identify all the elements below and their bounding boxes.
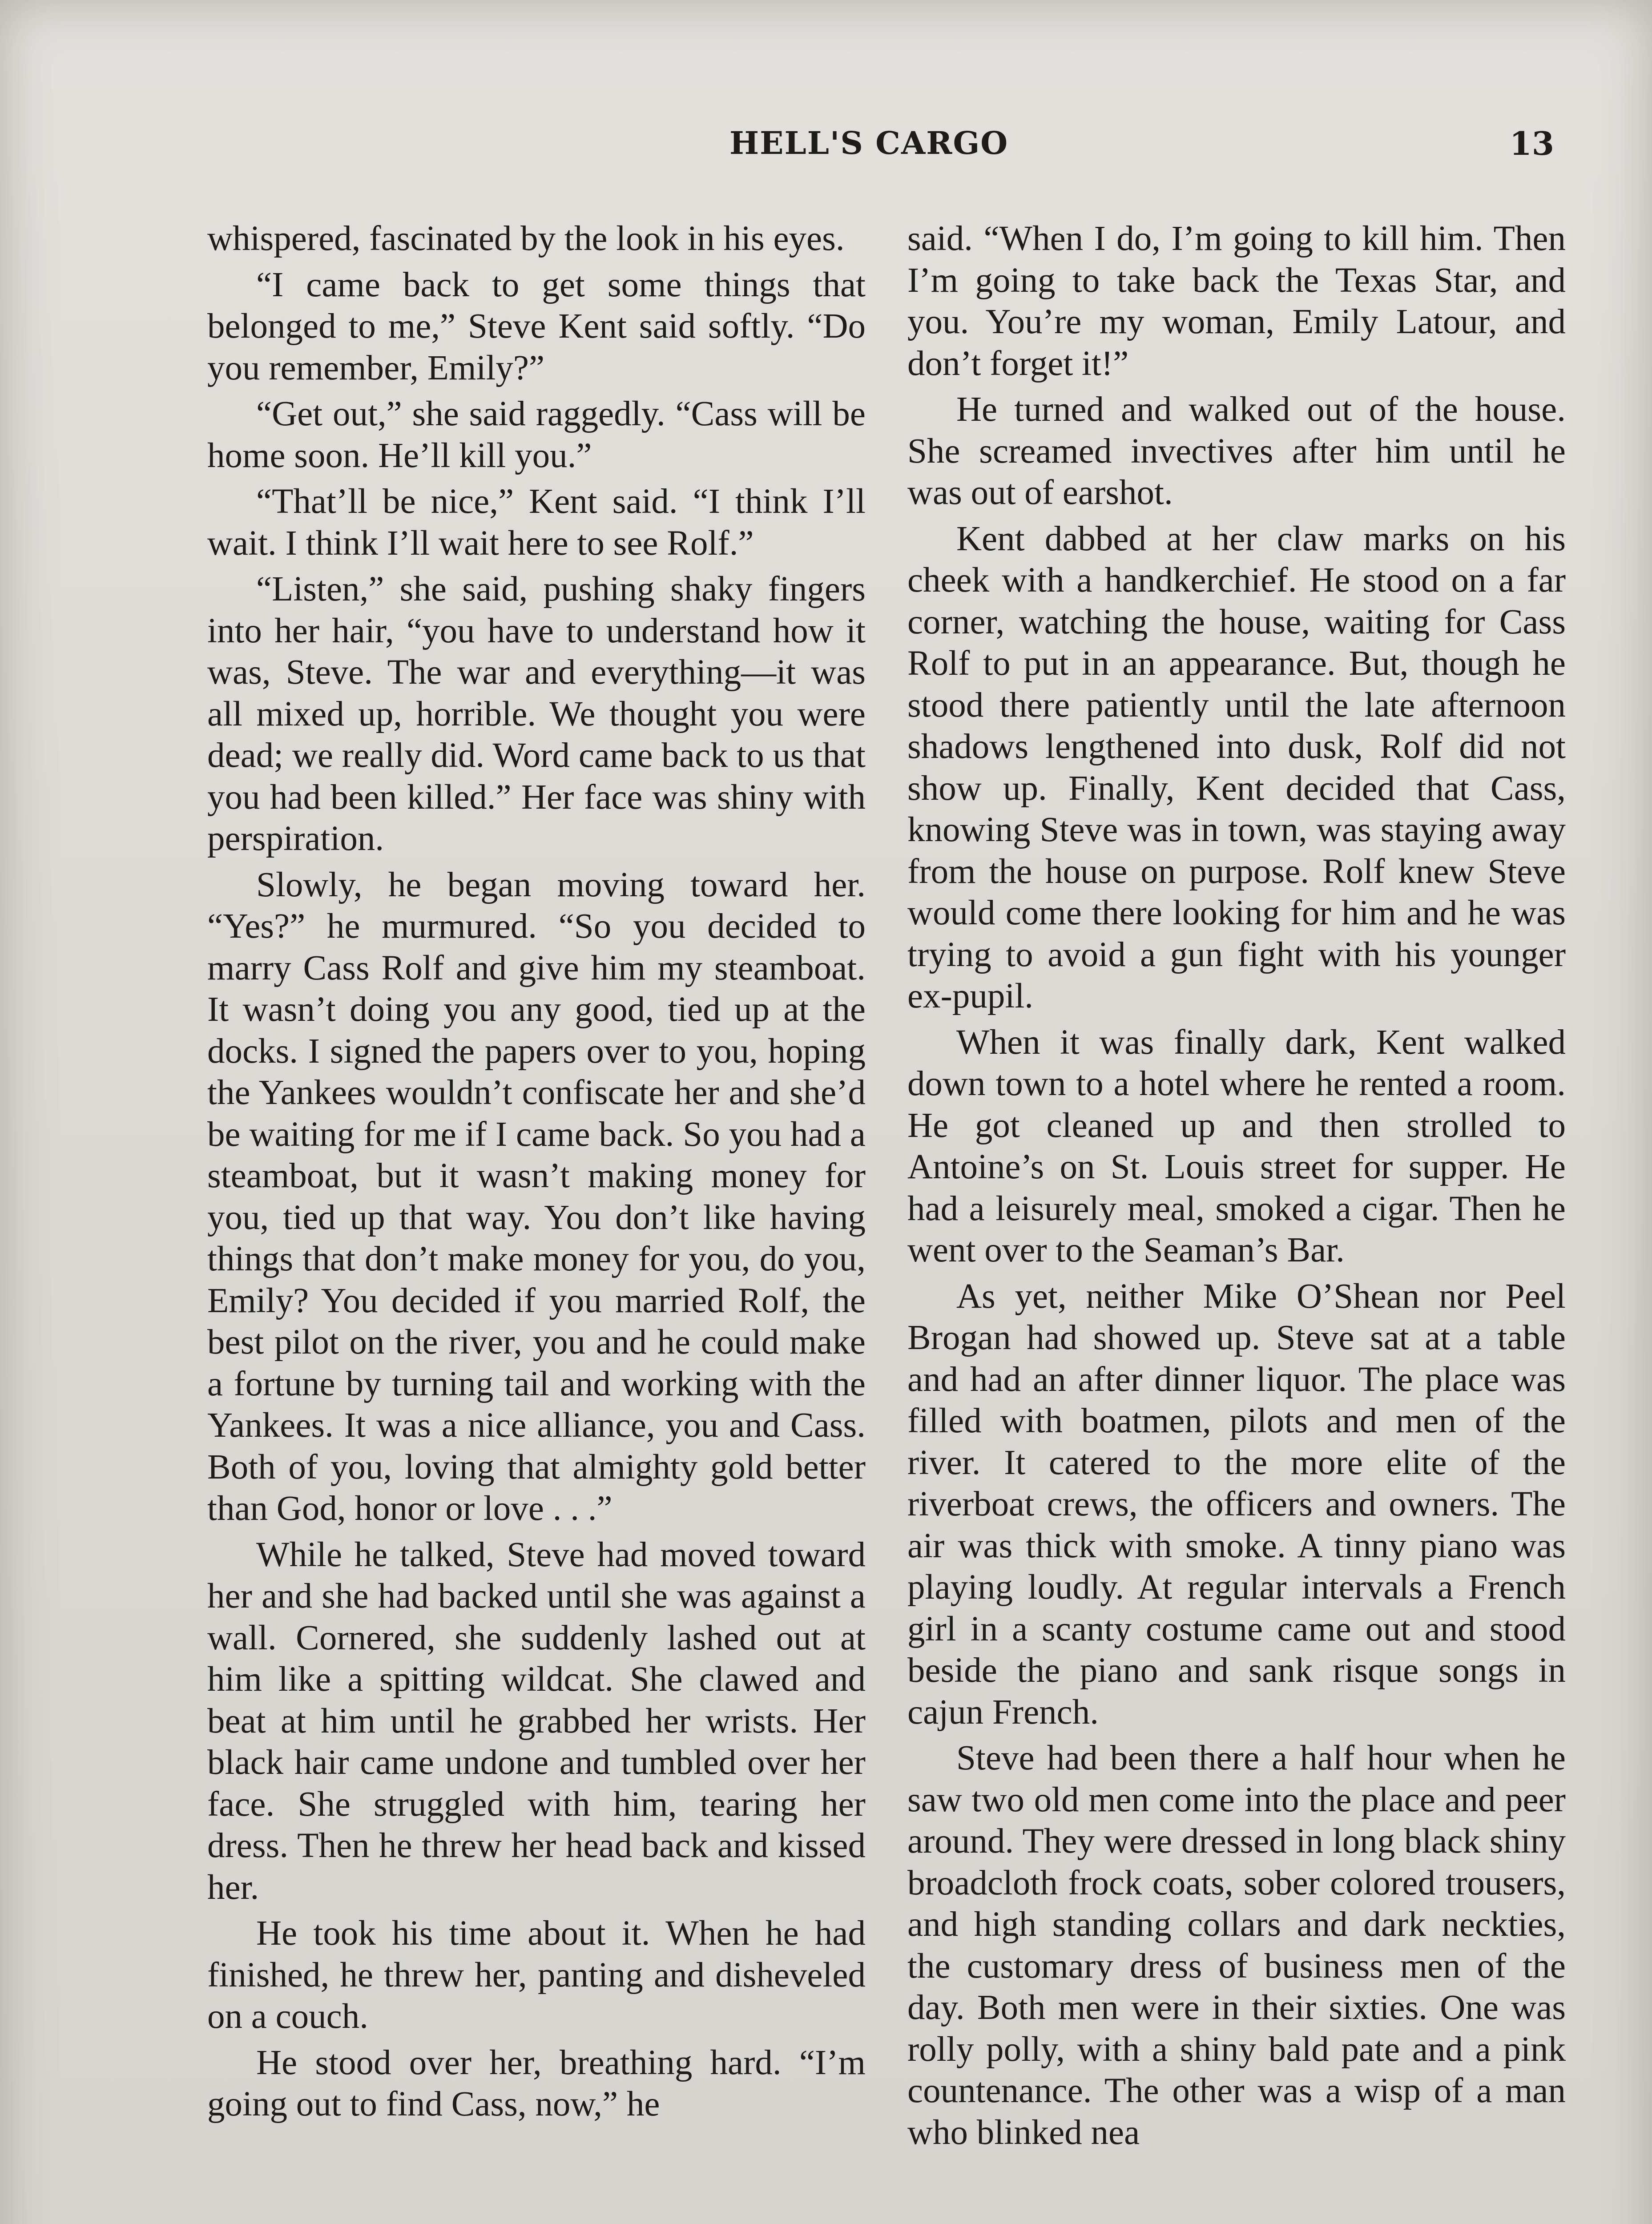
paragraph: “Listen,” she said, pushing shaky fingers into her hair, “you have to understand how it was, Steve. The war and everything—it was all mixed up, horrible. We thought you were dead; we really did. Word came back to us that you had been killed.” Her face was shiny with perspiration. [207, 570, 866, 858]
right-text-column [907, 218, 1566, 2158]
paragraph: “I came back to get some things that belonged to me,” Steve Kent said softly. “Do you remember, Emily?” [207, 265, 866, 387]
paragraph: As yet, neither Mike O’Shean nor Peel Brogan had showed up. Steve sat at a table and had an after dinner liquor. The place was filled with boatmen, pilots and men of the river. It catered to the more elite of the riverboat crews, the officers and owners. The air was thick with smoke. A tinny piano was playing loudly. At regular intervals a French girl in a scanty costume came out and stood beside the piano and sank risque songs in cajun French. [907, 1277, 1566, 1732]
paragraph: He stood over her, breathing hard. “I’m going out to find Cass, now,” he [207, 2043, 866, 2123]
paragraph: He turned and walked out of the house. She screamed invectives after him until he was out of earshot. [907, 390, 1566, 512]
paragraph: Steve had been there a half hour when he saw two old men come into the place and peer around. They were dressed in long black shiny broadcloth frock coats, sober colored trousers, and high standing collars and dark neckties, the customary dress of business men of the day. Both men were in their sixties. One was rolly polly, with a shiny bald pate and a pink countenance. The other was a wisp of a man who blinked nea [907, 1739, 1566, 2152]
running-head-title: HELL'S CARGO [729, 125, 1009, 161]
paragraph: Kent dabbed at her claw marks on his cheek with a handkerchief. He stood on a far corner, watching the house, waiting for Cass Rolf to put in an appearance. But, though he stood there patiently until the late afternoon shadows lengthened into dusk, Rolf did not show up. Finally, Kent decided that Cass, knowing Steve was in town, was staying away from the house on purpose. Rolf knew Steve would come there looking for him and he was trying to avoid a gun fight with his younger ex-pupil. [907, 519, 1566, 1015]
page-number: 13 [1509, 125, 1554, 162]
paragraph: whispered, fascinated by the look in his eyes. [207, 219, 845, 258]
paragraph: When it was finally dark, Kent walked down town to a hotel where he rented a room. He got cleaned up and then strolled to Antoine’s on St. Louis street for supper. He had a leisurely meal, smoked a cigar. Then he went over to the Seaman’s Bar. [907, 1023, 1566, 1269]
paragraph: While he talked, Steve had moved toward her and she had backed until she was against a wall. Cornered, she suddenly lashed out at him like a spitting wildcat. She clawed and beat at him until he grabbed her wrists. Her black hair came undone and tumbled over her face. She struggled with him, tearing her dress. Then he threw her head back and kissed her. [207, 1535, 866, 1907]
paragraph: said. “When I do, I’m going to kill him. Then I’m going to take back the Texas Star, and you. You’re my woman, Emily Latour, and don’t forget it!” [907, 219, 1566, 383]
paragraph: Slowly, he began moving toward her. “Yes?” he murmured. “So you decided to marry Cass Rolf and give him my steamboat. It wasn’t doing you any good, tied up at the docks. I signed the papers over to you, hoping the Yankees wouldn’t confiscate her and she’d be waiting for me if I came back. So you had a steamboat, but it wasn’t making money for you, tied up that way. You don’t like having things that don’t make money for you, do you, Emily? You decided if you married Rolf, the best pilot on the river, you and he could make a fortune by turning tail and working with the Yankees. It was a nice alliance, you and Cass. Both of you, loving that almighty gold better than God, honor or love . . .” [207, 865, 866, 1528]
paragraph: “That’ll be nice,” Kent said. “I think I’ll wait. I think I’ll wait here to see Rolf.” [207, 482, 866, 563]
left-text-column [207, 218, 866, 2130]
paragraph: He took his time about it. When he had finished, he threw her, panting and disheveled on a couch. [207, 1914, 866, 2036]
paragraph: “Get out,” she said raggedly. “Cass will be home soon. He’ll kill you.” [207, 395, 866, 475]
